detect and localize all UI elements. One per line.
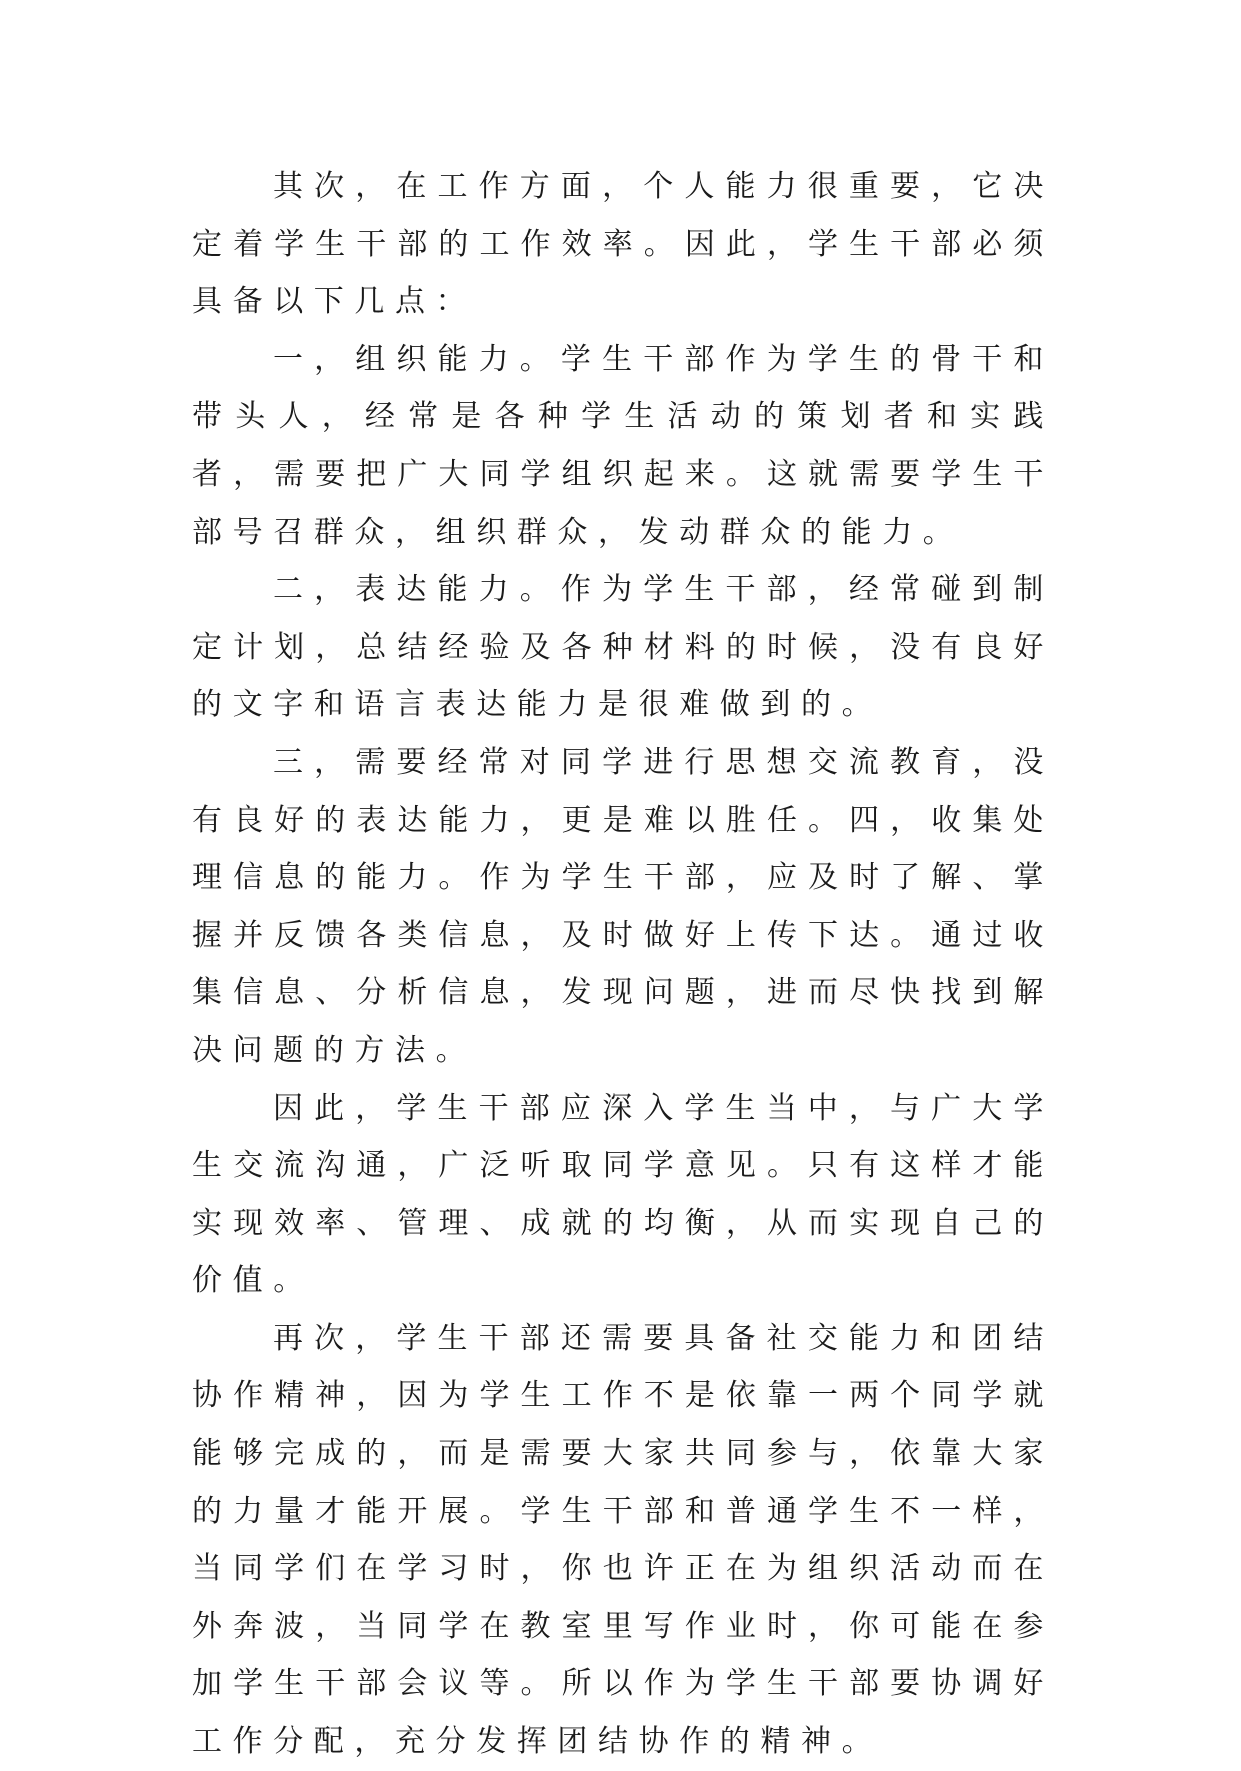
paragraph-communication: 因此，学生干部应深入学生当中，与广大学生交流沟通，广泛听取同学意见。只有这样才能实现效率、管理、成就的均衡，从而实现自己的价值。 [192,1090,1054,1299]
paragraph-organization-ability: 一，组织能力。学生干部作为学生的骨干和带头人，经常是各种学生活动的策划者和实践者，需要把广大同学组织起来。这就需要学生干部号召群众，组织群众，发动群众的能力。 [192,341,1054,550]
paragraph-information-ability: 三，需要经常对同学进行思想交流教育，没有良好的表达能力，更是难以胜任。四，收集处理信息的能力。作为学生干部，应及时了解、掌握并反馈各类信息，及时做好上传下达。通过收集信息、分析信息，发现问题，进而尽快找到解决问题的方法。 [192,744,1054,1068]
paragraph-expression-ability: 二，表达能力。作为学生干部，经常碰到制定计划，总结经验及各种材料的时候，没有良好的文字和语言表达能力是很难做到的。 [192,572,1054,723]
document-body [192,158,1054,1771]
paragraph-teamwork: 再次，学生干部还需要具备社交能力和团结协作精神，因为学生工作不是依靠一两个同学就能够完成的，而是需要大家共同参与，依靠大家的力量才能开展。学生干部和普通学生不一样，当同学们在学习时，你也许正在为组织活动而在外奔波，当同学在教室里写作业时，你可能在参加学生干部会议等。所以作为学生干部要协调好工作分配，充分发挥团结协作的精神。 [192,1320,1054,1760]
paragraph-personal-ability: 其次，在工作方面，个人能力很重要，它决定着学生干部的工作效率。因此，学生干部必须具备以下几点： [192,169,1054,320]
